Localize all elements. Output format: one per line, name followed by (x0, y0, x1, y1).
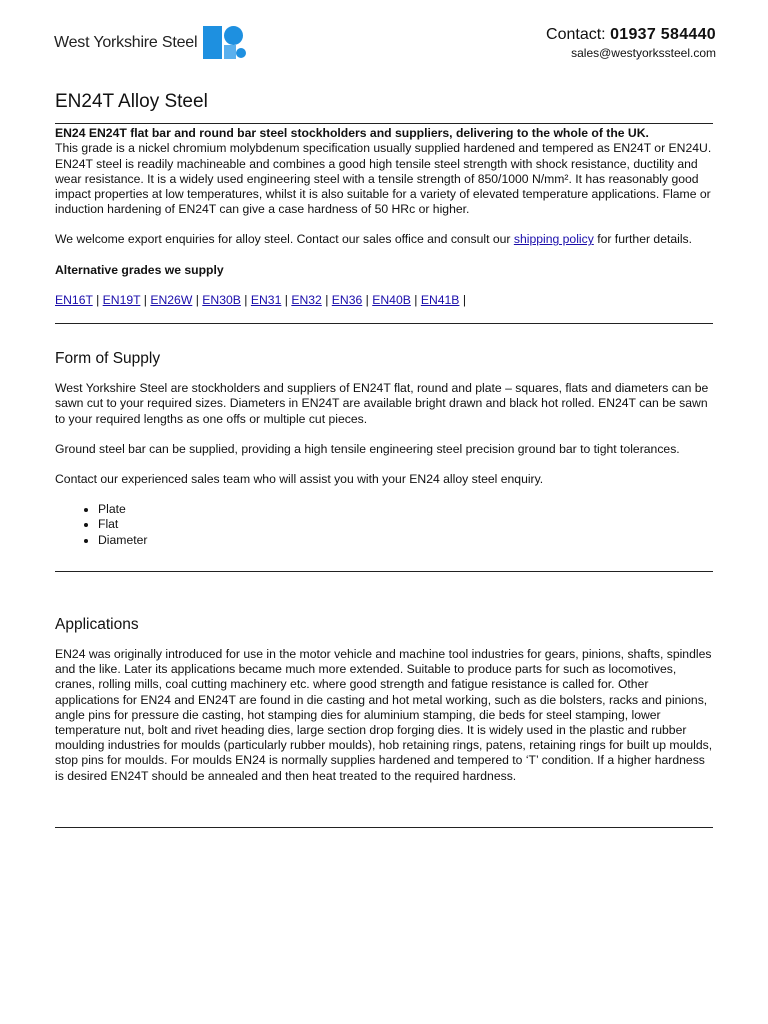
contact-block (546, 26, 716, 60)
divider (55, 323, 713, 324)
grades-list: EN16T | EN19T | EN26W | EN30B | EN31 | EN32 | EN36 | EN40B | EN41B | (55, 292, 466, 307)
divider (55, 571, 713, 572)
logo-text: West Yorkshire Steel (54, 34, 198, 51)
export-text-before: We welcome export enquiries for alloy steel. Contact our sales office and consult our (55, 232, 514, 247)
divider (55, 827, 713, 828)
main-content (55, 90, 713, 828)
grade-link[interactable]: EN40B (372, 292, 411, 307)
supply-list (55, 502, 713, 548)
contact-label: Contact: (546, 26, 606, 43)
grade-link[interactable]: EN32 (291, 292, 322, 307)
logo-mark-icon (203, 26, 247, 60)
list-item: • Diameter (98, 533, 713, 548)
contact-phone-line (546, 26, 716, 44)
grade-link[interactable]: EN30B (202, 292, 241, 307)
list-item: • Plate (98, 502, 713, 517)
grade-link[interactable]: EN26W (150, 292, 193, 307)
grade-link[interactable]: EN16T (55, 292, 93, 307)
grade-link[interactable]: EN41B (420, 292, 460, 307)
intro-paragraph: This grade is a nickel chromium molybdenum specification usually supplied hardened and tempered as EN24T or EN24U. EN24T steel is readily machineable and combines a good high tensile steel strength with shock resistance, ductility and wear resistance. It is a widely used engineering steel with a tensile strength of 850/1000 N/mm². It has reasonably good impact properties at low temperatures, whilst it is also suitable for a variety of elevated temperature applications. Flame or induction hardening of EN24T can give a case hardness of 50 HRc or higher. (55, 141, 712, 217)
lead-paragraph: EN24 EN24T flat bar and round bar steel stockholders and suppliers, delivering to the whole of the UK. (55, 126, 649, 141)
page-title: EN24T Alloy Steel (55, 91, 208, 112)
grade-link[interactable]: EN31 (250, 292, 282, 307)
contact-phone[interactable]: 01937 584440 (610, 26, 716, 43)
supply-paragraph-1: West Yorkshire Steel are stockholders and suppliers of EN24T flat, round and plate – squares, flats and diameters can be sawn cut to your required sizes. Diameters in EN24T are available bright drawn and black hot rolled. EN24T can be sawn to your required lengths as one offs or multiple cut pieces. (55, 381, 709, 426)
divider (55, 123, 713, 124)
form-of-supply-heading: Form of Supply (55, 350, 161, 368)
grade-link[interactable]: EN36 (331, 292, 363, 307)
export-text-after: for further details. (593, 232, 693, 247)
shipping-policy-link[interactable]: shipping policy (513, 232, 594, 247)
page-header (0, 0, 768, 80)
export-paragraph (55, 232, 713, 247)
applications-heading: Applications (55, 615, 139, 633)
contact-email[interactable]: sales@westyorkssteel.com (571, 46, 716, 60)
company-logo[interactable] (54, 26, 247, 60)
supply-paragraph-2: Ground steel bar can be supplied, providing a high tensile engineering steel precision ground bar to tight tolerances. (55, 441, 680, 456)
alternative-grades-heading: Alternative grades we supply (55, 262, 224, 277)
grade-link[interactable]: EN19T (102, 292, 141, 307)
supply-paragraph-3: Contact our experienced sales team who will assist you with your EN24 alloy steel enquiry. (55, 472, 544, 487)
applications-paragraph: EN24 was originally introduced for use in the motor vehicle and machine tool industries for gears, pinions, shafts, spindles and the like. Later its applications became much more extended. Suitable to produce parts for such as locomotives, cranes, rolling mills, coal cutting machinery etc. where good strength and fatigue resistance is called for. Other applications for EN24 and EN24T are found in die casting and hot metal working, such as die bolsters, racks and pinions, angle pins for pressure die casting, hot stamping dies for aluminium stamping, die beds for steel stamping, lower temperature nut, bolt and rivet heading dies, large section drop forging dies. It is widely used in the plastic and rubber moulding industries for moulds (particularly rubber moulds), hob retaining rings, patens, retaining rings for built up moulds, stop pins for moulds. For moulds EN24 is normally supplies hardened and tempered to ‘T’ condition. If a higher hardness is desired EN24T should be annealed and then heat treated to the required hardness. (55, 647, 713, 783)
list-item: • Flat (98, 517, 713, 532)
